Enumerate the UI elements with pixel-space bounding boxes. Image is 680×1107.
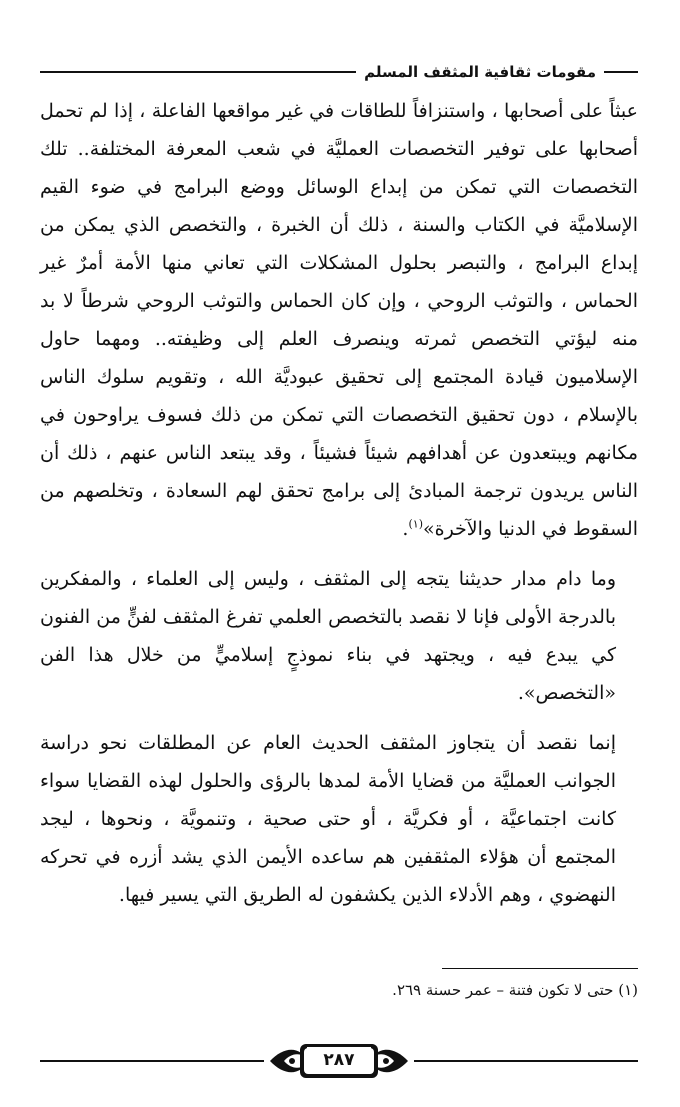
- header-short-rule: [604, 71, 638, 73]
- page-footer: [40, 1038, 638, 1082]
- paragraph-1-text: عبثاً على أصحابها ، واستنزافاً للطاقات في غير مواقعها الفاعلة ، إذا لم تحمل أصحابها على توفير التخصصات العمليَّة في شعب المعرفة المختلفة.. تلك التخصصات التي تمكن من إبداع الوسائل ووضع البرامج في ضوء القيم الإسلاميَّة في الكتاب والسنة ، ذلك أن الخبرة ، والتخصص الذي يمكن من إبداع البرامج ، والتبصر بحلول المشكلات التي تعاني منها الأمة أمرٌ غير الحماس ، والتوثب الروحي ، وإن كان الحماس والتوثب الروحي شرطاً لا بد منه ليؤتي التخصص ثمرته وينصرف العلم إلى وظيفته.. ومهما حاول الإسلاميون قيادة المجتمع إلى تحقيق عبوديَّة الله ، وتقويم سلوك الناس بالإسلام ، دون تحقيق التخصصات التي تمكن من ذلك فسوف يراوحون في مكانهم ويبتعدون عن أهدافهم شيئاً فشيئاً ، وقد يبتعد الناس عنهم ، ذلك أن الناس يريدون ترجمة المبادئ إلى برامج تحقق لهم السعادة ، وتخلصهم من السقوط في الدنيا والآخرة»: [40, 100, 638, 540]
- footnote: (١) حتى لا تكون فتنة – عمر حسنة ٢٦٩.: [392, 981, 638, 999]
- paragraph-1: [40, 92, 638, 548]
- running-header-title: مقومات ثقافية المثقف المسلم: [364, 63, 596, 81]
- page-number: ٢٨٧: [307, 1047, 371, 1073]
- main-text: [40, 92, 638, 914]
- footnote-reference[interactable]: (١): [408, 517, 423, 531]
- running-header: [40, 58, 638, 86]
- header-rule: [40, 71, 356, 73]
- paragraph-2: وما دام مدار حديثنا يتجه إلى المثقف ، وليس إلى العلماء ، والمفكرين بالدرجة الأولى فإنا لا نقصد بالتخصص العلمي تفرغ المثقف لفنٍّ من الفنون كي يبدع فيه ، ويجتهد في بناء نموذجٍ إسلاميٍّ من خلال هذا الفن «التخصص».: [40, 568, 616, 704]
- paragraph-1-end: .: [402, 518, 409, 540]
- paragraph-3: إنما نقصد أن يتجاوز المثقف الحديث العام عن المطلقات نحو دراسة الجوانب العمليَّة من قضايا الأمة لمدها بالرؤى والحلول لهذه القضايا سواء كانت اجتماعيَّة ، أو فكريَّة ، أو حتى صحية ، وتنمويَّة ، ونحوها ، ليجد المجتمع أن هؤلاء المثقفين هم ساعده الأيمن الذي يشد أزره في تحركه النهضوي ، وهم الأدلاء الذين يكشفون له الطريق التي يسير فيها.: [40, 732, 616, 906]
- footnote-divider: [442, 968, 638, 969]
